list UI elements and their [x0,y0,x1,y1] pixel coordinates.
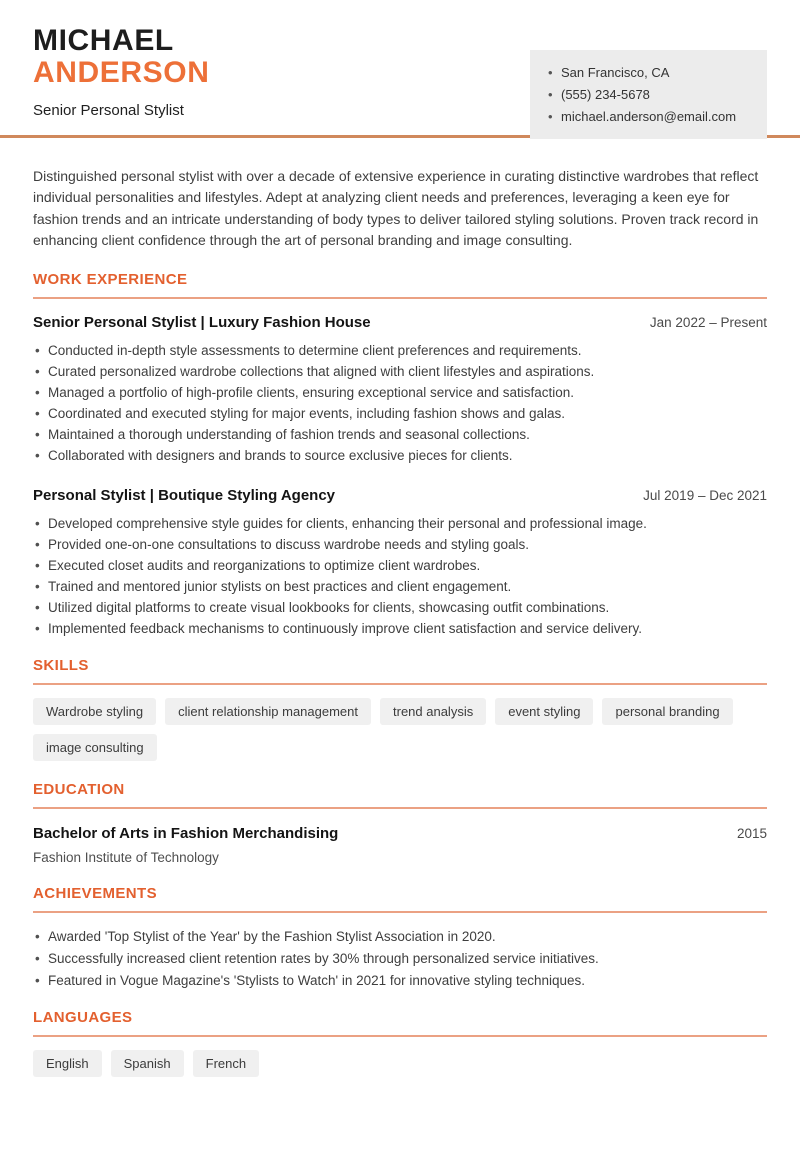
section-rule [33,807,767,809]
education-degree: Bachelor of Arts in Fashion Merchandising [33,825,339,843]
education-school: Fashion Institute of Technology [33,850,219,866]
job-dates: Jan 2022 – Present [649,315,767,331]
job-title: Personal Stylist | Boutique Styling Agency [33,487,336,505]
language-tag: Spanish [111,1050,184,1077]
section-rule [33,1035,767,1037]
section-languages [33,1009,767,1077]
skill-tag: client relationship management [165,698,371,725]
education-year: 2015 [736,826,767,842]
skill-tag: event styling [495,698,593,725]
section-rule [33,911,767,913]
section-heading-languages: LANGUAGES [33,1009,133,1027]
resume-body [0,166,800,1077]
job-bullet: • Developed comprehensive style guides for clients, enhancing their personal and professional image. [33,515,767,532]
achievement-bullet: • Featured in Vogue Magazine's 'Stylists to Watch' in 2021 for innovative styling techniques. [33,972,767,989]
job-bullet: • Executed closet audits and reorganizations to optimize client wardrobes. [33,557,767,574]
job-header [33,486,767,505]
job-bullet: • Utilized digital platforms to create visual lookbooks for clients, showcasing outfit combinations. [33,599,767,616]
section-work-experience [33,271,767,637]
job-entry [33,486,767,637]
skill-tag: image consulting [33,734,157,761]
section-heading-achievements: ACHIEVEMENTS [33,885,157,903]
education-header [33,824,767,843]
section-heading-work-experience: WORK EXPERIENCE [33,271,188,289]
job-title: Senior Personal Stylist | Luxury Fashion House [33,314,371,332]
contact-email: • michael.anderson@email.com [548,106,753,127]
achievement-bullet: • Awarded 'Top Stylist of the Year' by the Fashion Stylist Association in 2020. [33,928,767,945]
contact-location: • San Francisco, CA [548,62,753,83]
header-job-title: Senior Personal Stylist [33,102,184,119]
first-name: MICHAEL [33,24,174,57]
achievement-list [33,928,767,989]
education-entry [33,824,767,865]
skill-tag: personal branding [602,698,732,725]
job-bullet: • Conducted in-depth style assessments to determine client preferences and requirements. [33,342,767,359]
job-entry [33,313,767,464]
section-education [33,781,767,865]
job-dates: Jul 2019 – Dec 2021 [643,488,767,504]
job-bullet: • Trained and mentored junior stylists on best practices and client engagement. [33,578,767,595]
summary-paragraph: Distinguished personal stylist with over a decade of extensive experience in curating distinctive wardrobes that reflect individual personalities and lifestyles. Adept at analyzing client needs and preferences, leveraging a keen eye for fashion trends and an intricate understanding of body types to deliver tailored styling solutions. Proven track record in enhancing client confidence through the art of personal branding and image consulting. [33,168,759,248]
job-list [33,313,767,637]
skill-tag: trend analysis [380,698,486,725]
job-bullet: • Provided one-on-one consultations to discuss wardrobe needs and styling goals. [33,536,767,553]
section-achievements [33,885,767,989]
job-bullet: • Curated personalized wardrobe collections that aligned with client lifestyles and aspirations. [33,363,767,380]
section-rule [33,297,767,299]
job-header [33,313,767,332]
last-name: ANDERSON [33,56,210,89]
job-bullet: • Managed a portfolio of high-profile clients, ensuring exceptional service and satisfaction. [33,384,767,401]
contact-list [548,62,753,127]
resume-page [0,25,800,1077]
achievement-bullet: • Successfully increased client retention rates by 30% through personalized service initiatives. [33,950,767,967]
job-bullet: • Collaborated with designers and brands to source exclusive pieces for clients. [33,447,767,464]
job-bullet: • Implemented feedback mechanisms to continuously improve client satisfaction and service delivery. [33,620,767,637]
job-bullet-list [33,342,767,464]
contact-phone: • (555) 234-5678 [548,84,753,105]
skill-tag: Wardrobe styling [33,698,156,725]
contact-card [530,50,767,139]
language-tag-list [33,1050,767,1077]
job-bullet: • Coordinated and executed styling for major events, including fashion shows and galas. [33,405,767,422]
language-tag: English [33,1050,102,1077]
skill-tag-list [33,698,767,761]
section-rule [33,683,767,685]
resume-header [33,24,767,124]
job-bullet: • Maintained a thorough understanding of fashion trends and seasonal collections. [33,426,767,443]
job-bullet-list [33,515,767,637]
language-tag: French [193,1050,259,1077]
section-skills [33,657,767,761]
section-heading-skills: SKILLS [33,657,89,675]
section-heading-education: EDUCATION [33,781,125,799]
